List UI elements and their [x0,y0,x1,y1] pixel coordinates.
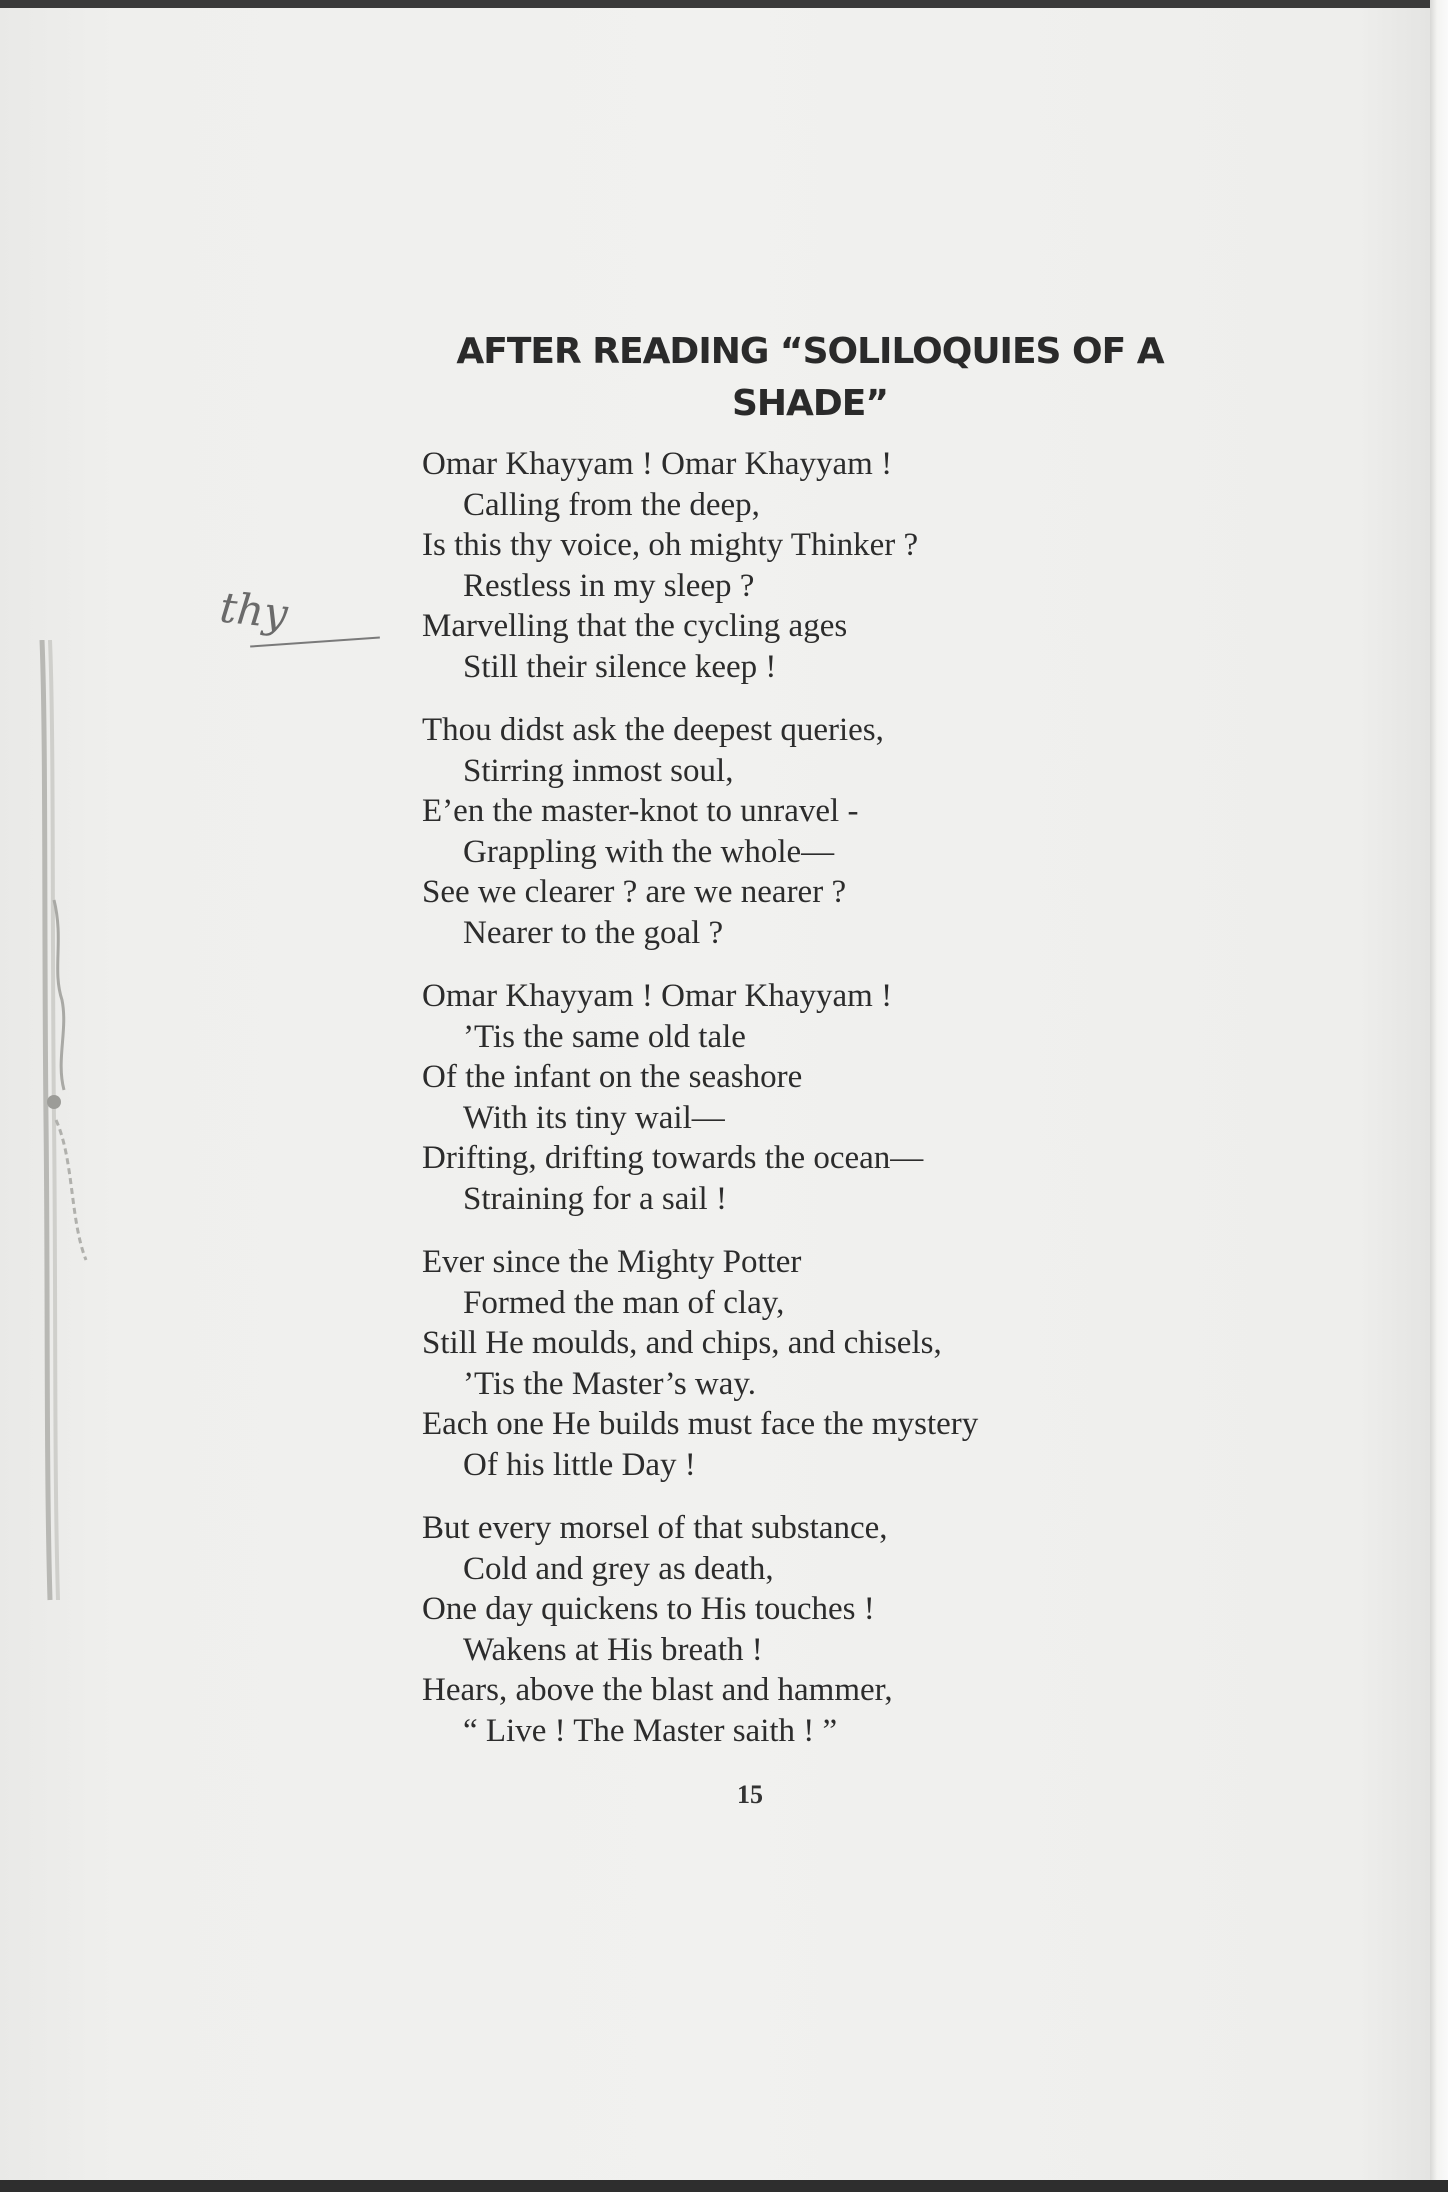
stanza-1 [422,444,1182,687]
poem-line: Hears, above the blast and hammer, [422,1672,893,1708]
poem-line: Wakens at His breath ! [463,1631,763,1668]
stanza-3 [422,976,1182,1219]
poem-line: Stirring inmost soul, [463,752,734,789]
poem-line: Restless in my sleep ? [463,567,755,604]
poem-line: Thou didst ask the deepest queries, [422,712,884,748]
handwritten-note: thy [217,582,291,639]
poem-line: Marvelling that the cycling ages [422,608,848,644]
stanza-4 [422,1242,1182,1485]
page-number: 15 [737,1780,763,1809]
poem-line: Omar Khayyam ! Omar Khayyam ! [422,446,893,482]
poem-line: Each one He builds must face the mystery [422,1406,979,1442]
poem-line: Of his little Day ! [463,1446,696,1483]
poem-line: One day quickens to His touches ! [422,1591,875,1627]
poem-title-line-1: AFTER READING “SOLILOQUIES OF A [456,331,1164,372]
stanza-5 [422,1508,1182,1751]
book-page [0,8,1430,2180]
poem-line: “ Live ! The Master saith ! ” [463,1712,838,1749]
poem-line: Nearer to the goal ? [463,914,724,951]
poem-line: Is this thy voice, oh mighty Thinker ? [422,527,919,563]
poem-line: Calling from the deep, [463,486,760,523]
poem-line: See we clearer ? are we nearer ? [422,874,847,910]
poem-body [422,444,1182,1774]
handwritten-underline [250,636,380,647]
poem-line: With its tiny wail— [463,1099,725,1136]
poem-line: But every morsel of that substance, [422,1510,888,1546]
page-edge [1430,0,1448,2192]
stanza-2 [422,710,1182,953]
poem-line: ’Tis the Master’s way. [463,1365,757,1402]
poem-line: Formed the man of clay, [463,1284,785,1321]
poem-line: Ever since the Mighty Potter [422,1244,802,1280]
poem-line: Still He moulds, and chips, and chisels, [422,1325,942,1361]
binding-thread [34,640,94,1620]
poem-line: Still their silence keep ! [463,648,777,685]
poem-line: Straining for a sail ! [463,1180,727,1217]
scan-border [0,2180,1448,2192]
poem-line: Omar Khayyam ! Omar Khayyam ! [422,978,893,1014]
poem-title-line-2: SHADE” [731,383,889,424]
poem-line: ’Tis the same old tale [463,1018,746,1055]
poem-line: E’en the master-knot to unravel - [422,793,859,829]
poem-line: Drifting, drifting towards the ocean— [422,1140,924,1176]
poem-line: Cold and grey as death, [463,1550,774,1587]
poem-title [280,326,1340,430]
poem-line: Grappling with the whole— [463,833,835,870]
poem-line: Of the infant on the seashore [422,1059,803,1095]
